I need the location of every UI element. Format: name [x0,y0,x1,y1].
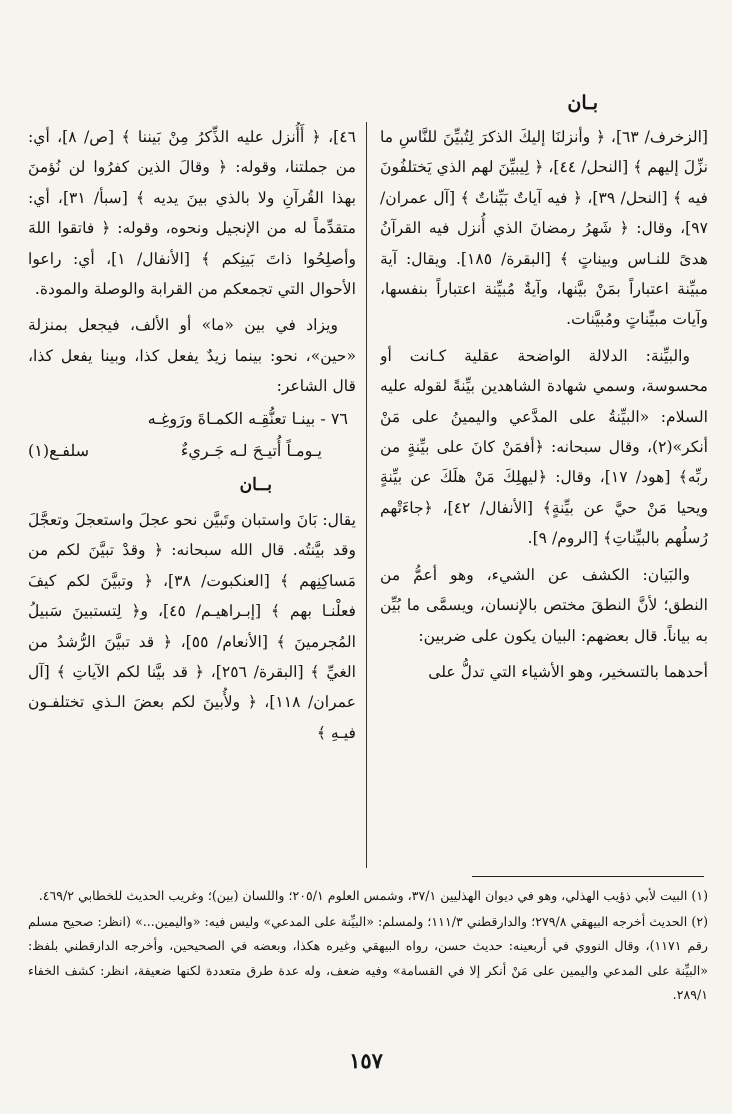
page-number: ١٥٧ [349,1048,383,1073]
left-paragraph-2: والبيِّنة: الدلالة الواضحة عقلية كـانت أو محسوسة، وسمي شهادة الشاهدين بيِّنةً لقوله عليه السلام: «البيِّنةُ على المدَّعي واليمينُ على مَنْ أنكر»(٢)، وقال سبحانه: ﴿أفمَنْ كانَ على بيِّنةٍ من ربِّه﴾ [هود/ ١٧]، وقال: ﴿ليهلِكَ مَنْ هلَكَ عن بيِّنةٍ ويحيا مَنْ حيَّ عن بيِّنةٍ﴾ [الأنفال/ ٤٢]، ﴿جاءَتْهم رُسلُهم بالبيِّناتِ﴾ [الروم/ ٩]. [380,346,708,548]
right-paragraph-2: ويزاد في بين «ما» أو الألف، فيجعل بمنزلة «حين»، نحو: بينما زيدٌ يفعل كذا، وبينا يفعل كذا، قال الشاعر: [28,316,356,396]
left-column [380,122,708,870]
entry-heading: بــان [239,475,272,496]
left-paragraph-4: أحدهما بالتسخير، وهو الأشياء التي تدلُّ على [428,662,708,681]
column-divider [366,122,367,868]
left-paragraph-1: [الزخرف/ ٦٣]، ﴿ وأنزلنَا إليكَ الذكرَ لِتُبيِّنَ للنَّاسِ ما نزِّلَ إليهم ﴾ [النحل/ ٤٤]، ﴿ لِيبيِّنَ لهم الذي يَختلفُونَ فيه ﴾ [النحل/ ٣٩]، ﴿ فيه آياتٌ بَيِّناتٌ ﴾ [آل عمران/ ٩٧]، وقال: ﴿ شَهرُ رمضانَ الذي أُنزل فيه القرآنُ هدىً للنـاس وبيناتٍ ﴾ [البقرة/ ١٨٥]. ويقال: آية مبيِّنة اعتباراً بمَنْ بيَّنها، وآيةٌ مُبيِّنة اعتباراً بنفسها، وآيات مبيِّناتٍ ومُبيَّنات. [380,128,708,329]
running-header: بـان [567,92,598,114]
footnote-separator [472,876,704,877]
right-paragraph-3: يقال: بَانَ واستبان وتَبيَّن نحو عجلَ واستعجلَ وتعجَّلَ وقد بيَّنتُه. قال الله سبحانه: ﴿ وقدْ تبيَّنَ لكم من مَساكِنِهم ﴾ [العنكبوت/ ٣٨]، ﴿ وتبيَّنَ لكم كيفَ فعلْنـا بهم ﴾ [إبـراهيـم/ ٤٥]، و﴿ لِتستبينَ سَبيلُ المُجرمينَ ﴾ [الأنعام/ ٥٥]، ﴿ قد تبيَّنَ الرُّشدُ من الغيِّ ﴾ [البقرة/ ٢٥٦]، ﴿ قد بيَّنا لكم الآياتِ ﴾ [آل عمران/ ١١٨]، ﴿ ولأُبينَ لكم بعضَ الـذي تختلفـون فيـهِ ﴾ [28,510,356,742]
right-paragraph-1: ٤٦]، ﴿ أَأُنزل عليه الذِّكرُ مِنْ بَيننا ﴾ [ص/ ٨]، أي: من جملتنا، وقوله: ﴿ وقالَ الذين كفرُوا لن نُؤمنَ بهذا القُرآنِ ولا بالذي بينَ يديه ﴾ [سبأ/ ٣١]، أي: متقدِّماً له من الإنجيل ونحوه، وقوله: ﴿ فاتقوا اللهَ وأصلِحُوا ذاتَ بَينِكم ﴾ [الأنفال/ ١]، أي: راعوا الأحوال التي تجمعكم من القرابة والوصلة والمودة. [28,128,356,299]
poem-line-1 [28,404,356,434]
poem-line-2-first-half: يـومـاً أُتيـحَ لـه جَـريءٌ [180,441,322,461]
footnote-2: (٢) الحديث أخرجه البيهقي ٢٧٩/٨؛ والدارقطني ١١١/٣؛ ولمسلم: «البيِّنة على المدعي» وليس فيه: «واليمين...» (انظر: صحيح مسلم رقم ١١٧١)، وقال النووي في أربعينه: حديث حسن، رواه البيهقي وغيره هكذا، وبعضه في الصحيحين، وأخرجه الدارقطني بلفظ: «البيِّنة على المدعي واليمين على مَنْ أنكر إلا في القسامة» وفيه ضعف، وله عدة طرق متعددة لكنها ضعيفة، انظر: كشف الخفاء ٢٨٩/١. [28,914,708,1002]
footnote-1: (١) البيت لأبي ذؤيب الهذلي، وهو في ديوان الهذليين ٣٧/١، وشمس العلوم ٢٠٥/١؛ واللسان (بين)؛ وغريب الحديث للخطابي ٤٦٩/٢. [38,888,708,903]
poem-line-2-second-half: سلفـع(١) [28,441,90,461]
footnotes [28,884,708,1009]
left-paragraph-3: والبَيان: الكشف عن الشيء، وهو أعمُّ من النطق؛ لأنَّ النطقَ مختص بالإنسان، ويسمَّى ما بُيِّن به بياناً. قال بعضهم: البيان يكون على ضربين: [380,565,708,645]
text-columns [28,122,708,870]
poem-line-2 [28,436,356,466]
right-column [28,122,356,870]
poem-line-1-text: ٧٦ - بينـا تعنُّقِـه الكمـاةَ ورَوغِـه [147,408,348,428]
